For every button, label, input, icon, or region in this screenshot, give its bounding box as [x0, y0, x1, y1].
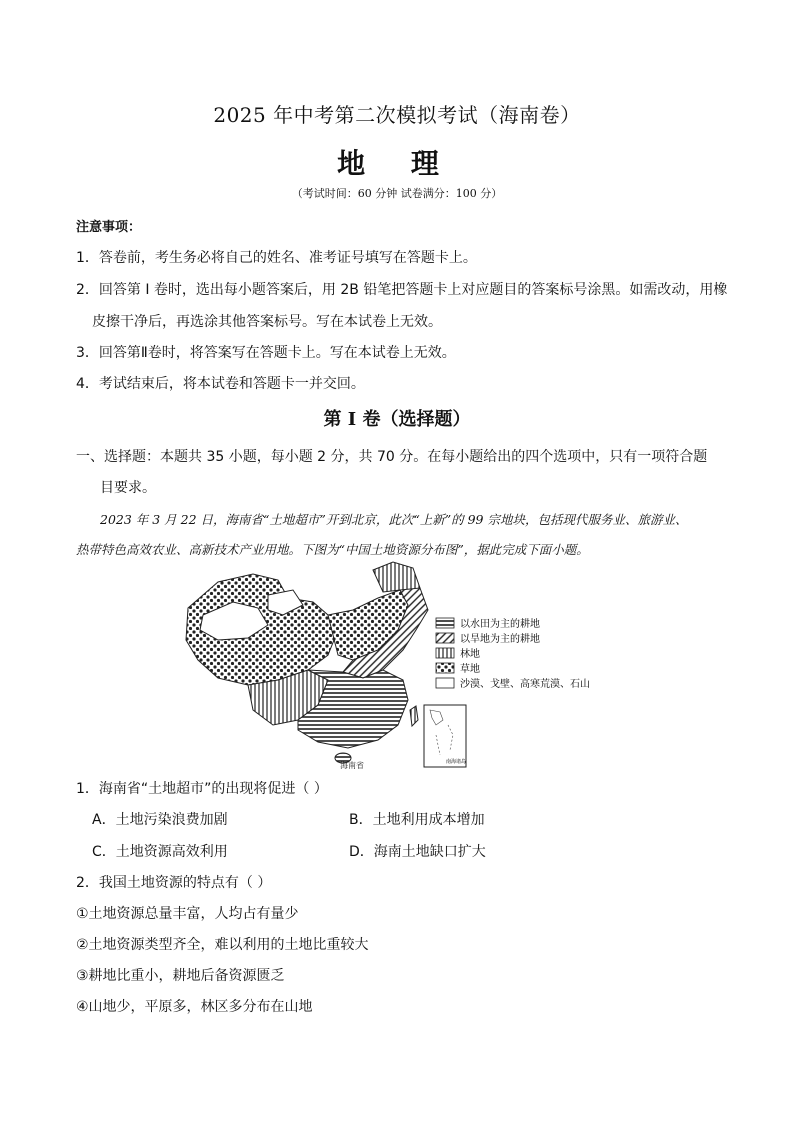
legend-label-grassland: 草地	[460, 664, 480, 675]
question-2-statement-4: ④山地少，平原多，林区多分布在山地	[76, 999, 313, 1015]
legend-swatch-paddy	[436, 618, 454, 628]
question-2-statement-3: ③耕地比重小，耕地后备资源匮乏	[76, 968, 285, 984]
notice-item-3: 3．回答第Ⅱ卷时，将答案写在答题卡上。写在本试卷上无效。	[76, 345, 456, 361]
section-title: 第 I 卷（选择题）	[323, 409, 471, 430]
notice-heading: 注意事项：	[76, 220, 142, 235]
question-2-stem: 2．我国土地资源的特点有（ ）	[76, 875, 272, 891]
legend-swatch-dryland	[436, 633, 454, 643]
legend-swatch-grassland	[436, 663, 454, 673]
legend-swatch-forest	[436, 648, 454, 658]
exam-title: 2025 年中考第二次模拟考试（海南卷）	[213, 103, 581, 127]
inset-label: 南海诸岛	[446, 760, 467, 765]
map-region-taiwan	[410, 706, 418, 726]
legend-label-dryland: 以旱地为主的耕地	[460, 634, 540, 645]
notice-item-2: 2．回答第 I 卷时，选出每小题答案后，用 2B 铅笔把答题卡上对应题目的答案标号涂黑。如需改动，用橡	[76, 282, 728, 298]
map-legend	[436, 617, 590, 690]
section-instruction-cont: 目要求。	[100, 480, 156, 496]
hainan-label: 海南省	[340, 761, 364, 770]
question-1-option-a[interactable]: A．土地污染浪费加剧	[92, 812, 228, 828]
question-2-statement-1: ①土地资源总量丰富，人均占有量少	[76, 906, 299, 922]
map-graphic	[178, 560, 618, 770]
question-1-option-d[interactable]: D．海南土地缺口扩大	[349, 844, 486, 860]
passage-line-2: 热带特色高效农业、高新技术产业用地。下图为“中国土地资源分布图”，据此完成下面小题。	[76, 542, 589, 557]
legend-swatch-desert	[436, 678, 454, 688]
notice-item-2-cont: 皮擦干净后，再选涂其他答案标号。写在本试卷上无效。	[92, 314, 442, 330]
south-china-sea-inset	[424, 705, 466, 767]
notice-item-4: 4．考试结束后，将本试卷和答题卡一并交回。	[76, 376, 365, 392]
legend-label-paddy: 以水田为主的耕地	[460, 619, 540, 630]
legend-label-desert: 沙漠、戈壁、高寒荒漠、石山	[460, 679, 590, 690]
question-2-statement-2: ②土地资源类型齐全，难以利用的土地比重较大	[76, 937, 369, 953]
notice-item-1: 1．答卷前，考生务必将自己的姓名、准考证号填写在答题卡上。	[76, 250, 477, 266]
question-1-stem: 1．海南省“土地超市”的出现将促进（ ）	[76, 781, 328, 797]
passage-line-1: 2023 年 3 月 22 日，海南省“土地超市”开到北京，此次“上新”的 99 宗地块，包括现代服务业、旅游业、	[100, 512, 688, 527]
question-1-option-b[interactable]: B．土地利用成本增加	[349, 812, 485, 828]
china-land-resource-map	[178, 560, 618, 770]
legend-label-forest: 林地	[460, 649, 480, 660]
section-instruction: 一、选择题：本题共 35 小题，每小题 2 分，共 70 分。在每小题给出的四个选项中，只有一项符合题	[76, 449, 708, 465]
subject-title: 地 理	[337, 147, 457, 180]
question-1-option-c[interactable]: C．土地资源高效利用	[92, 844, 228, 860]
exam-time-info: （考试时间：60 分钟 试卷满分：100 分）	[291, 187, 503, 200]
